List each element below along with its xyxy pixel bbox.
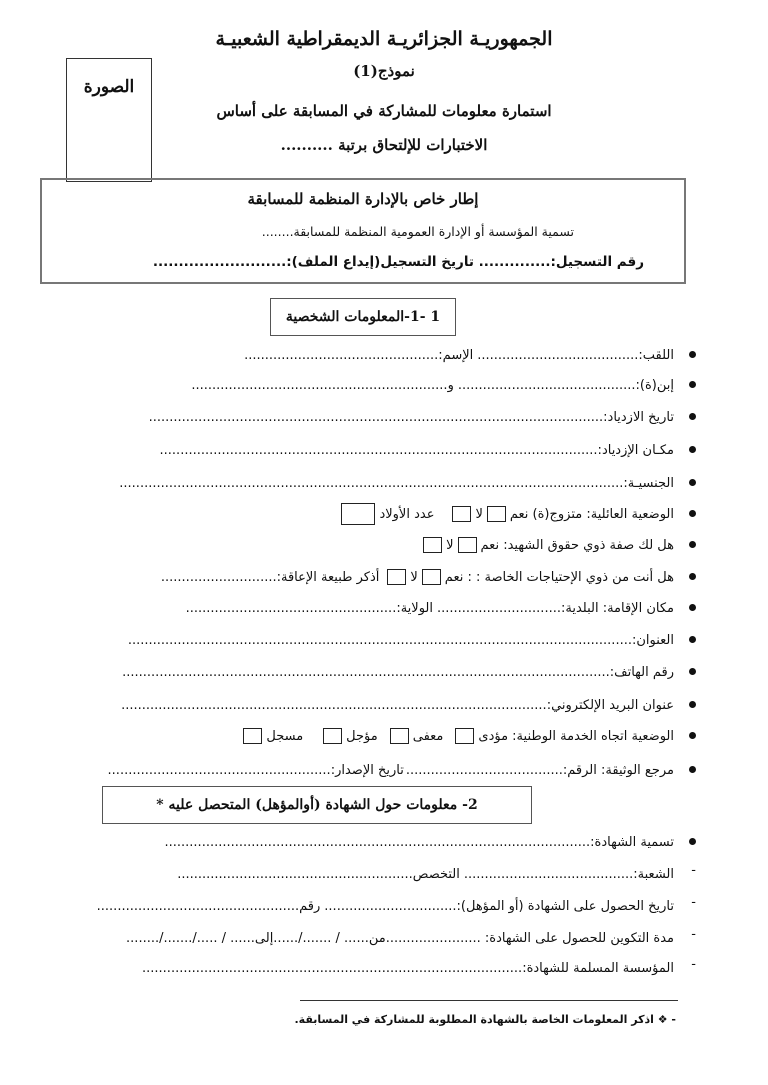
photo-label: الصورة (83, 77, 135, 97)
cert-name-row[interactable] (50, 831, 674, 853)
bullet-icon (689, 381, 696, 388)
dash-marker: - (691, 927, 696, 942)
bullet-icon (689, 541, 696, 548)
military-postponed-checkbox[interactable] (323, 728, 342, 744)
email-row[interactable] (50, 694, 674, 716)
birth-place-row[interactable] (50, 439, 674, 461)
bullet-icon (689, 573, 696, 580)
surname-field[interactable]: اللقب:....................................... (477, 347, 674, 363)
children-label: عدد الأولاد (379, 506, 435, 522)
bullet-icon (689, 838, 696, 845)
bullet-icon (689, 636, 696, 643)
marital-no-label: لا (475, 506, 483, 522)
martyr-row (50, 534, 674, 556)
martyr-yes-checkbox[interactable] (458, 537, 477, 553)
marital-yes-checkbox[interactable] (487, 506, 506, 522)
branch-row[interactable] (50, 863, 696, 885)
obtain-date-field[interactable]: تاريخ الحصول على الشهادة (أو المؤهل):................................ (324, 898, 674, 914)
military-registered-checkbox[interactable] (243, 728, 262, 744)
special-needs-label: هل أنت من ذوي الإحتياجات الخاصة : : نعم (444, 569, 674, 585)
residence-row[interactable] (50, 597, 674, 619)
footnote-divider (300, 1000, 678, 1001)
son-of-row[interactable] (50, 374, 674, 396)
training-field[interactable]: مدة التكوين للحصول على الشهادة: .......................من...... / ......./......إلى...... / ...../......./........ (126, 930, 674, 946)
postponed-label: مؤجل (346, 728, 378, 744)
bullet-icon (689, 701, 696, 708)
marital-row (50, 503, 674, 525)
admin-frame (40, 178, 686, 284)
birth-date-row[interactable] (50, 406, 674, 428)
marital-label: الوضعية العائلية: متزوج(ة) نعم (509, 506, 674, 522)
disability-field[interactable]: أذكر طبيعة الإعاقة:............................ (160, 569, 380, 585)
martyr-label: هل لك صفة ذوي حقوق الشهيد: نعم (480, 537, 674, 553)
military-label: الوضعية اتجاه الخدمة الوطنية: مؤدى (478, 728, 674, 744)
bullet-icon (689, 668, 696, 675)
cert-name-field[interactable]: تسمية الشهادة:....................................................................................................... (164, 834, 674, 850)
dash-marker: - (691, 895, 696, 910)
cert-number-field[interactable]: رقم................................................. (96, 898, 321, 914)
admin-frame-title: إطار خاص بالإدارة المنظمة للمسابقة (247, 190, 479, 208)
residence-field[interactable]: مكان الإقامة: البلدية:.............................. (437, 600, 674, 616)
nationality-field[interactable]: الجنسيـة:.......................................................................................................................... (119, 475, 674, 491)
form-title: استمارة معلومات للمشاركة في المسابقة على أساس (216, 102, 552, 120)
cert-institution-row[interactable] (50, 957, 696, 979)
military-exempt-checkbox[interactable] (390, 728, 409, 744)
military-row (50, 725, 674, 747)
footnote-text: - ❖ اذكر المعلومات الخاصة بالشهادة المطلوبة للمشاركة في المسابقة. (294, 1013, 676, 1026)
bullet-icon (689, 510, 696, 517)
bullet-icon (689, 351, 696, 358)
and-field[interactable]: و.............................................................. (191, 377, 454, 393)
obtain-date-row[interactable] (50, 895, 696, 917)
exempt-label: معفى (412, 728, 444, 744)
republic-title: الجمهوريـة الجزائريـة الديمقراطية الشعبيـة (215, 28, 553, 50)
registered-label: مسجل (266, 728, 304, 744)
phone-field[interactable]: رقم الهاتف:...................................................................................................................... (122, 664, 674, 680)
phone-row[interactable] (50, 661, 674, 683)
model-number: نموذج(1) (353, 62, 415, 80)
dash-marker: - (691, 957, 696, 972)
admin-institution-field[interactable]: تسمية المؤسسة أو الإدارة العمومية المنظمة للمسابقة........ (261, 224, 574, 239)
section-personal-info-title: 1 -1-المعلومات الشخصية (270, 298, 456, 336)
surname-row[interactable] (50, 344, 674, 366)
special-needs-row (50, 566, 674, 588)
special-needs-no-label: لا (410, 569, 418, 585)
email-field[interactable]: عنوان البريد الإلكتروني:....................................................................................................... (121, 697, 674, 713)
name-field[interactable]: الإسم:............................................... (244, 347, 474, 363)
doc-ref-row[interactable] (50, 759, 674, 781)
bullet-icon (689, 479, 696, 486)
martyr-no-label: لا (446, 537, 454, 553)
branch-field[interactable]: الشعبة:......................................... (463, 866, 674, 882)
special-needs-yes-checkbox[interactable] (422, 569, 441, 585)
nationality-row[interactable] (50, 472, 674, 494)
photo-box[interactable] (66, 58, 152, 182)
birth-date-field[interactable]: تاريخ الازدياد:.............................................................................................................. (148, 409, 674, 425)
cert-institution-field[interactable]: المؤسسة المسلمة للشهادة:............................................................................................ (142, 960, 674, 976)
training-row[interactable] (40, 927, 696, 949)
bullet-icon (689, 732, 696, 739)
issue-date-field[interactable]: تاريخ الإصدار:...................................................... (107, 762, 404, 778)
specialty-field[interactable]: التخصص......................................................... (177, 866, 460, 882)
bullet-icon (689, 446, 696, 453)
address-field[interactable]: العنوان:.......................................................................................................................... (127, 632, 674, 648)
birth-place-field[interactable]: مكـان الإزدياد:.......................................................................................................... (159, 442, 674, 458)
form-title-rank: الاختبارات للإلتحاق برتبة .......... (280, 136, 488, 154)
admin-registration-field[interactable]: رقم التسجيل:.............. تاريخ التسجيل(إيداع الملف):.......................... (152, 254, 644, 270)
children-count-box[interactable] (341, 503, 375, 525)
bullet-icon (689, 413, 696, 420)
bullet-icon (689, 604, 696, 611)
military-done-checkbox[interactable] (455, 728, 474, 744)
bullet-icon (689, 766, 696, 773)
section-certificate-title: 2- معلومات حول الشهادة (أوالمؤهل) المتحصل عليه * (102, 786, 532, 824)
dash-marker: - (691, 863, 696, 878)
special-needs-no-checkbox[interactable] (387, 569, 406, 585)
doc-ref-field[interactable]: مرجع الوثيقة: الرقم:...................................... (405, 762, 674, 778)
son-of-field[interactable]: إبن(ة):........................................... (457, 377, 674, 393)
wilaya-field[interactable]: الولاية:................................................... (185, 600, 433, 616)
martyr-no-checkbox[interactable] (423, 537, 442, 553)
marital-no-checkbox[interactable] (452, 506, 471, 522)
address-row[interactable] (50, 629, 674, 651)
